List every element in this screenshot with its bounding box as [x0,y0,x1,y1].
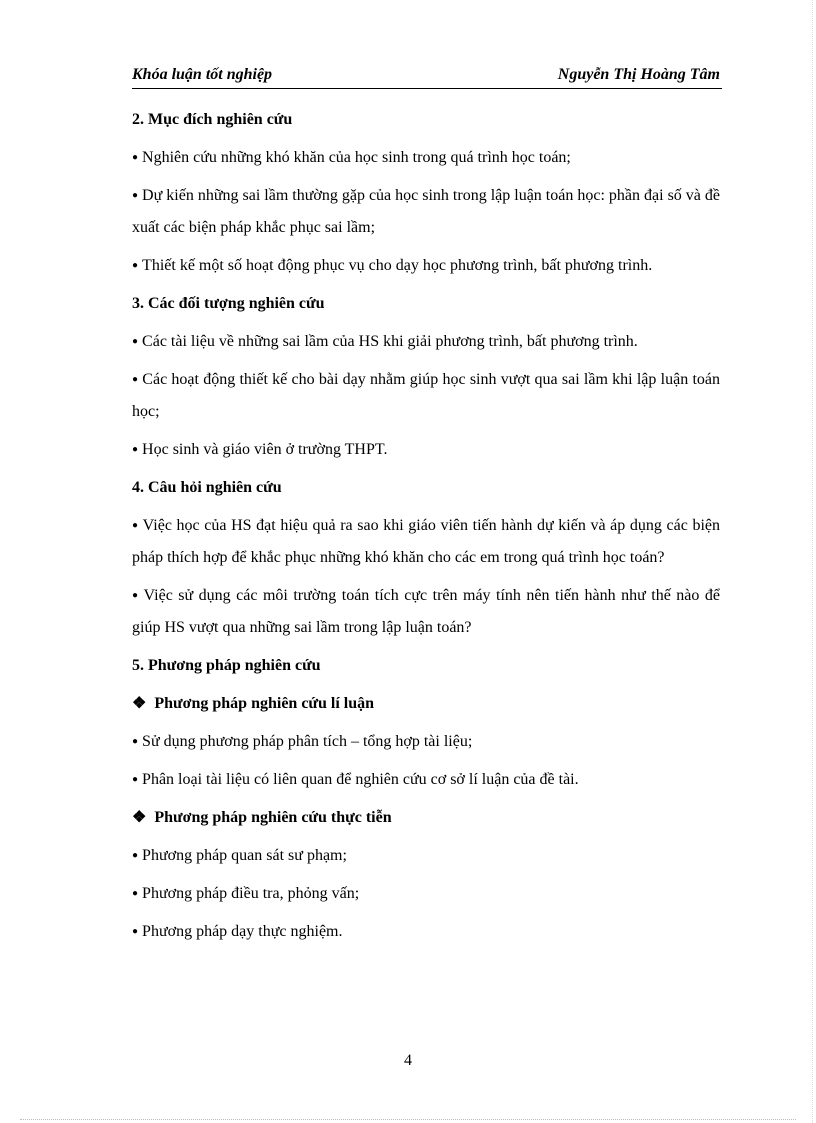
bullet-icon: ● [132,774,139,785]
page-body [132,104,720,954]
bullet-item: ● Phương pháp điều tra, phỏng vấn; [132,885,360,902]
page-number: 4 [404,1052,412,1069]
page-right-edge [812,0,813,1123]
bullet-icon: ● [132,590,140,601]
bullet-icon: ● [132,888,139,899]
bullet-item: ● Phân loại tài liệu có liên quan để nghiên cứu cơ sở lí luận của đề tài. [132,771,579,788]
section-heading: 3. Các đối tượng nghiên cứu [132,295,325,312]
bullet-icon: ● [132,152,139,163]
header-author: Nguyễn Thị Hoàng Tâm [557,66,720,83]
bullet-icon: ● [132,190,139,201]
bullet-icon: ● [132,736,139,747]
bullet-item: ● Thiết kế một số hoạt động phục vụ cho dạy học phương trình, bất phương trình. [132,257,653,274]
bullet-item: ● Việc sử dụng các môi trường toán tích cực trên máy tính nên tiến hành như thế nào để giúp HS vượt qua những sai lầm trong lập luận toán? [132,587,720,636]
diamond-bullet-icon: ❖ [132,809,147,826]
bullet-item: ● Phương pháp dạy thực nghiệm. [132,923,343,940]
bullet-icon: ● [132,336,139,347]
section-heading: 2. Mục đích nghiên cứu [132,111,293,128]
section-heading: 4. Câu hỏi nghiên cứu [132,479,282,496]
bullet-icon: ● [132,260,139,271]
diamond-bullet-icon: ❖ [132,695,147,712]
bullet-icon: ● [132,444,139,455]
bullet-item: ● Học sinh và giáo viên ở trường THPT. [132,441,388,458]
bullet-item: ● Phương pháp quan sát sư phạm; [132,847,347,864]
bullet-item: ● Các hoạt động thiết kế cho bài dạy nhằm giúp học sinh vượt qua sai lầm khi lập luận toán học; [132,371,720,420]
page-bottom-edge [20,1119,796,1120]
subsection-heading: ❖ Phương pháp nghiên cứu thực tiễn [132,809,392,826]
bullet-item: ● Dự kiến những sai lầm thường gặp của học sinh trong lập luận toán học: phần đại số và đề xuất các biện pháp khắc phục sai lầm; [132,187,720,236]
bullet-icon: ● [132,926,139,937]
section-heading: 5. Phương pháp nghiên cứu [132,657,321,674]
bullet-icon: ● [132,374,139,385]
bullet-item: ● Các tài liệu về những sai lầm của HS khi giải phương trình, bất phương trình. [132,333,638,350]
page-header [132,64,722,89]
bullet-item: ● Sử dụng phương pháp phân tích – tổng hợp tài liệu; [132,733,473,750]
bullet-icon: ● [132,850,139,861]
header-title: Khóa luận tốt nghiệp [132,66,273,83]
bullet-item: ● Việc học của HS đạt hiệu quả ra sao khi giáo viên tiến hành dự kiến và áp dụng các biện pháp thích hợp để khắc phục những khó khăn cho các em trong quá trình học toán? [132,517,721,566]
bullet-item: ● Nghiên cứu những khó khăn của học sinh trong quá trình học toán; [132,149,571,166]
bullet-icon: ● [132,520,139,531]
subsection-heading: ❖ Phương pháp nghiên cứu lí luận [132,695,375,712]
